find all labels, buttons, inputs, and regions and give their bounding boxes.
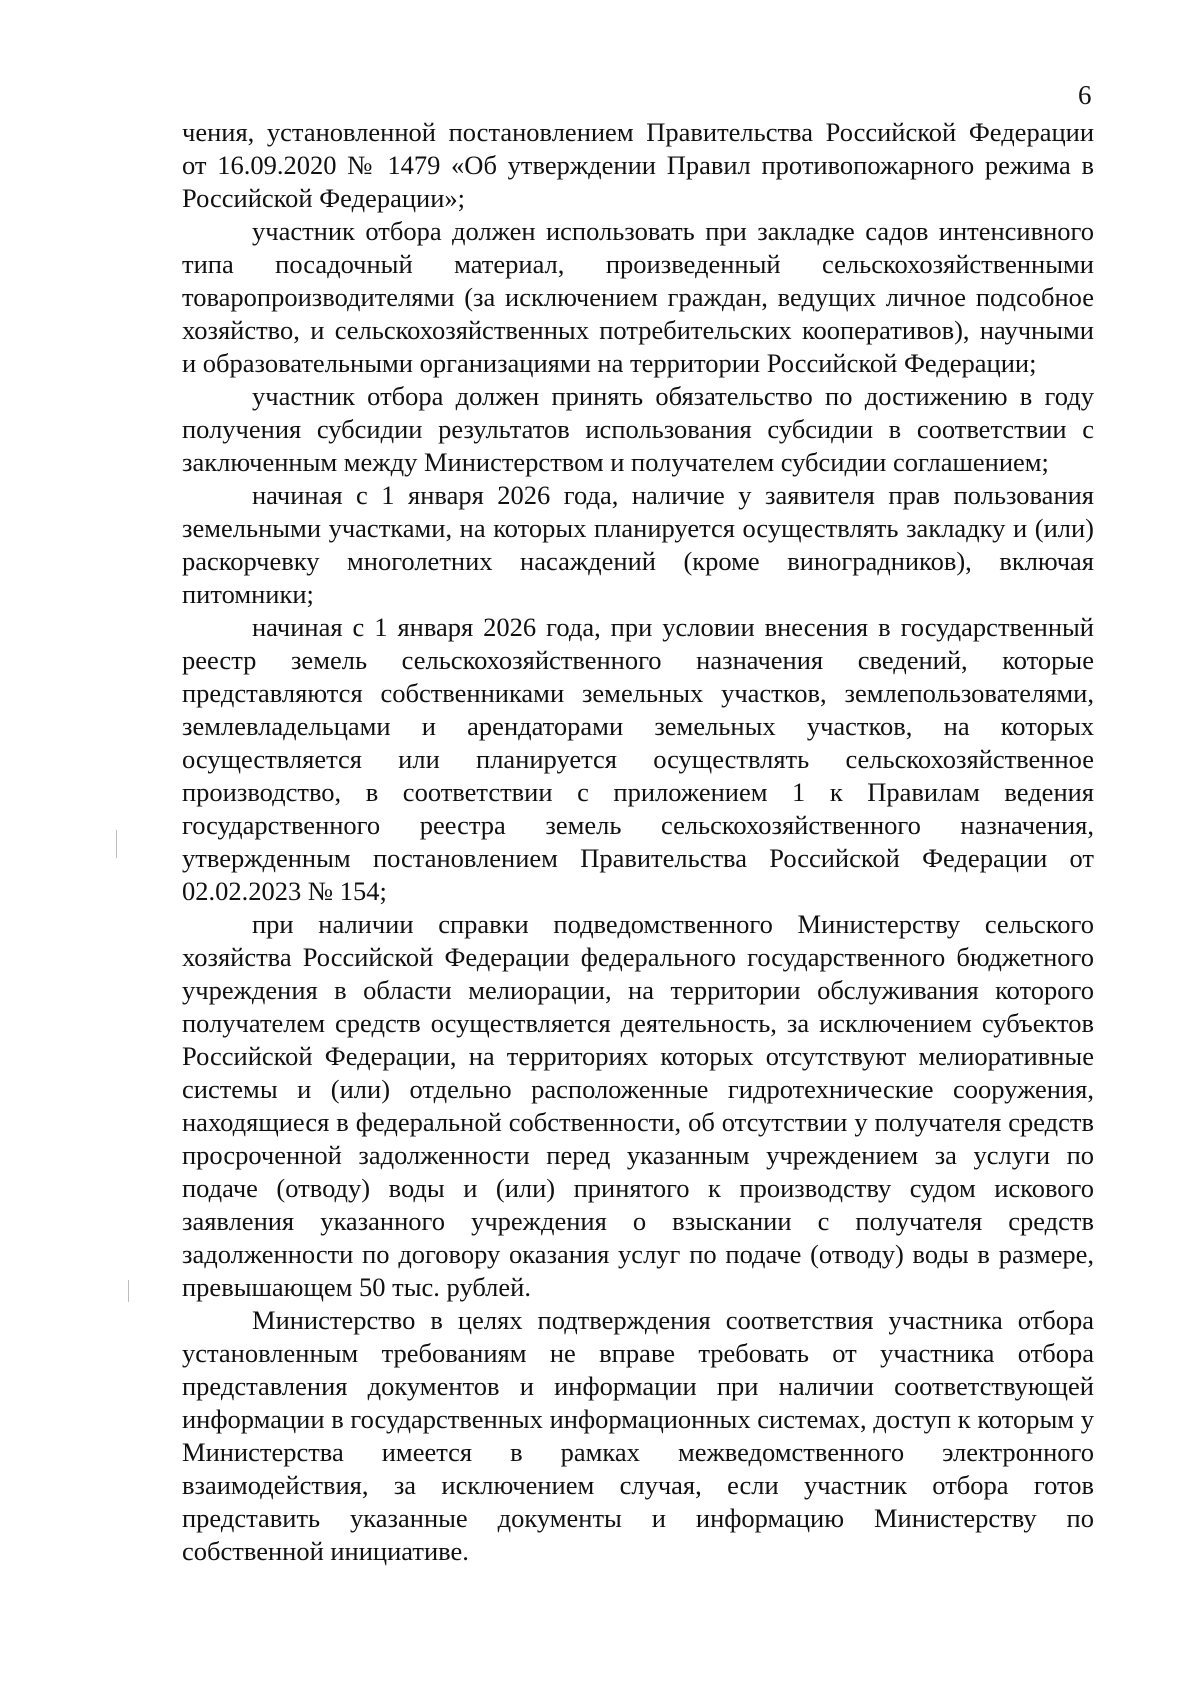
scan-artifact-mark [128,1280,129,1302]
paragraph-planting-material: участник отбора должен использовать при закладке садов интенсивного типа посадочный материал, произведенный сельскохозяйственными товаропроизводителями (за исключением граждан, ведущих личное подсобное хозяйство, и сельскохозяйственных потребительских кооперативов), научными и образовательными организациями на территории Российской Федерации; [182,216,1094,378]
paragraph-ministry-requirements: Министерство в целях подтверждения соответствия участника отбора установленным требованиям не вправе требовать от участника отбора представления документов и информации при наличии соответствующей информации в государственных информационных системах, доступ к которым у Министерства имеется в рамках межведомственного электронного взаимодействия, за исключением случая, если участник отбора готов представить указанные документы и информацию Министерству по собственной инициативе. [182,1305,1094,1566]
page-number: 6 [1078,80,1092,110]
document-body [182,116,1094,1568]
scan-artifact-mark [116,830,117,858]
paragraph-continuation: чения, установленной постановлением Правительства Российской Федерации от 16.09.2020 № 1479 «Об утверждении Правил противопожарного режима в Российской Федерации»; [182,117,1094,213]
paragraph-obligation: участник отбора должен принять обязательство по достижению в году получения субсидии результатов использования субсидии в соответствии с заключенным между Министерством и получателем субсидии соглашением; [182,381,1094,477]
paragraph-state-register: начиная с 1 января 2026 года, при условии внесения в государственный реестр земель сельскохозяйственного назначения сведений, которые представляются собственниками земельных участков, землепользователями, землевладельцами и арендаторами земельных участков, на которых осуществляется или планируется осуществлять сельскохозяйственное производство, в соответствии с приложением 1 к Правилам ведения государственного реестра земель сельскохозяйственного назначения, утвержденным постановлением Правительства Российской Федерации от 02.02.2023 № 154; [182,612,1094,906]
paragraph-melioration-certificate: при наличии справки подведомственного Министерству сельского хозяйства Российской Федерации федерального государственного бюджетного учреждения в области мелиорации, на территории обслуживания которого получателем средств осуществляется деятельность, за исключением субъектов Российской Федерации, на территориях которых отсутствуют мелиоративные системы и (или) отдельно расположенные гидротехнические сооружения, находящиеся в федеральной собственности, об отсутствии у получателя средств просроченной задолженности перед указанным учреждением за услуги по подаче (отводу) воды и (или) принятого к производству судом искового заявления указанного учреждения о взыскании с получателя средств задолженности по договору оказания услуг по подаче (отводу) воды в размере, превышающем 50 тыс. рублей. [182,909,1094,1302]
paragraph-land-rights: начиная с 1 января 2026 года, наличие у заявителя прав пользования земельными участками, на которых планируется осуществлять закладку и (или) раскорчевку многолетних насаждений (кроме виноградников), включая питомники; [182,480,1094,609]
